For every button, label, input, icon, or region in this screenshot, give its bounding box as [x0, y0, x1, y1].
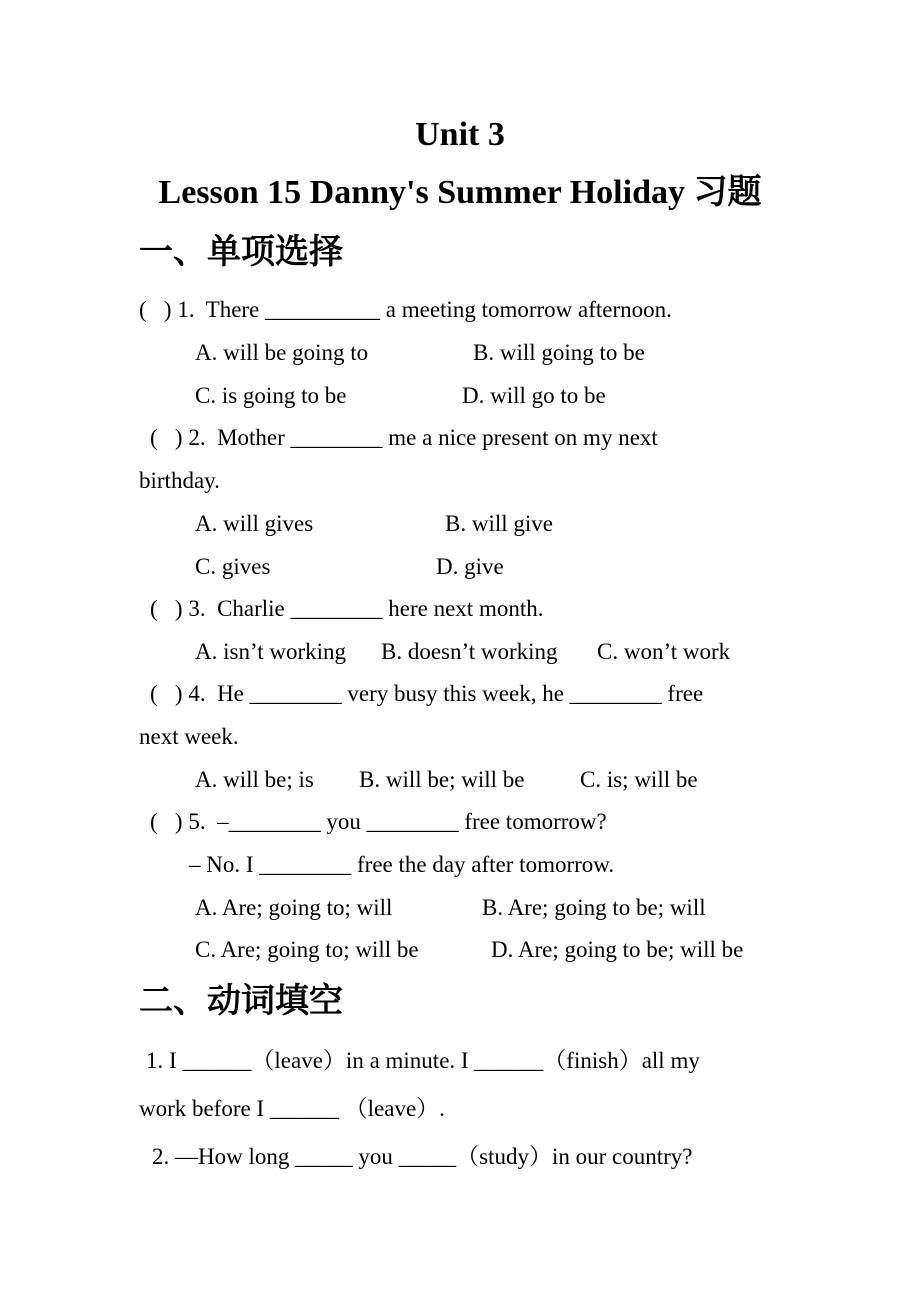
question-4-option-c: C. is; will be: [580, 767, 698, 792]
question-4-stem: ( ) 4. He ________ very busy this week, he ________ free: [150, 681, 704, 706]
question-4-stem-continued: next week.: [139, 724, 239, 749]
page-title: Unit 3: [415, 116, 505, 153]
question-1-option-b: B. will going to be: [473, 340, 645, 365]
question-1-option-a: A. will be going to: [195, 340, 369, 365]
fill-question-2: 2. —How long _____ you _____（study）in our country?: [152, 1144, 693, 1169]
question-4-option-a: A. will be; is: [195, 767, 314, 792]
question-3-stem: ( ) 3. Charlie ________ here next month.: [150, 596, 544, 621]
question-1-stem: ( ) 1. There __________ a meeting tomorrow afternoon.: [139, 297, 672, 322]
question-5-stem: ( ) 5. –________ you ________ free tomorrow?: [150, 809, 607, 834]
question-3-option-c: C. won’t work: [597, 639, 731, 664]
fill-question-1-line2: work before I ______ （leave）.: [139, 1096, 445, 1121]
question-2-option-c: C. gives: [195, 554, 271, 579]
question-4-option-b: B. will be; will be: [359, 767, 525, 792]
question-2-stem: ( ) 2. Mother ________ me a nice present on my next: [150, 425, 658, 450]
question-5-option-b: B. Are; going to be; will: [482, 895, 706, 920]
question-5-option-d: D. Are; going to be; will be: [491, 937, 744, 962]
question-2-option-b: B. will give: [445, 511, 553, 536]
page-subtitle: Lesson 15 Danny's Summer Holiday 习题: [158, 174, 762, 211]
question-1-option-d: D. will go to be: [462, 383, 606, 408]
section-1-heading: 一、单项选择: [139, 232, 343, 272]
question-5-stem-line2: – No. I ________ free the day after tomorrow.: [189, 852, 615, 877]
question-3-option-b: B. doesn’t working: [381, 639, 558, 664]
section-2-heading: 二、动词填空: [139, 981, 343, 1021]
question-3-option-a: A. isn’t working: [195, 639, 346, 664]
question-2-option-a: A. will gives: [195, 511, 314, 536]
question-2-option-d: D. give: [436, 554, 504, 579]
question-2-stem-continued: birthday.: [139, 468, 220, 493]
question-1-option-c: C. is going to be: [195, 383, 347, 408]
question-5-option-c: C. Are; going to; will be: [195, 937, 419, 962]
question-5-option-a: A. Are; going to; will: [195, 895, 393, 920]
fill-question-1-line1: 1. I ______（leave）in a minute. I ______（finish）all my: [146, 1048, 700, 1073]
